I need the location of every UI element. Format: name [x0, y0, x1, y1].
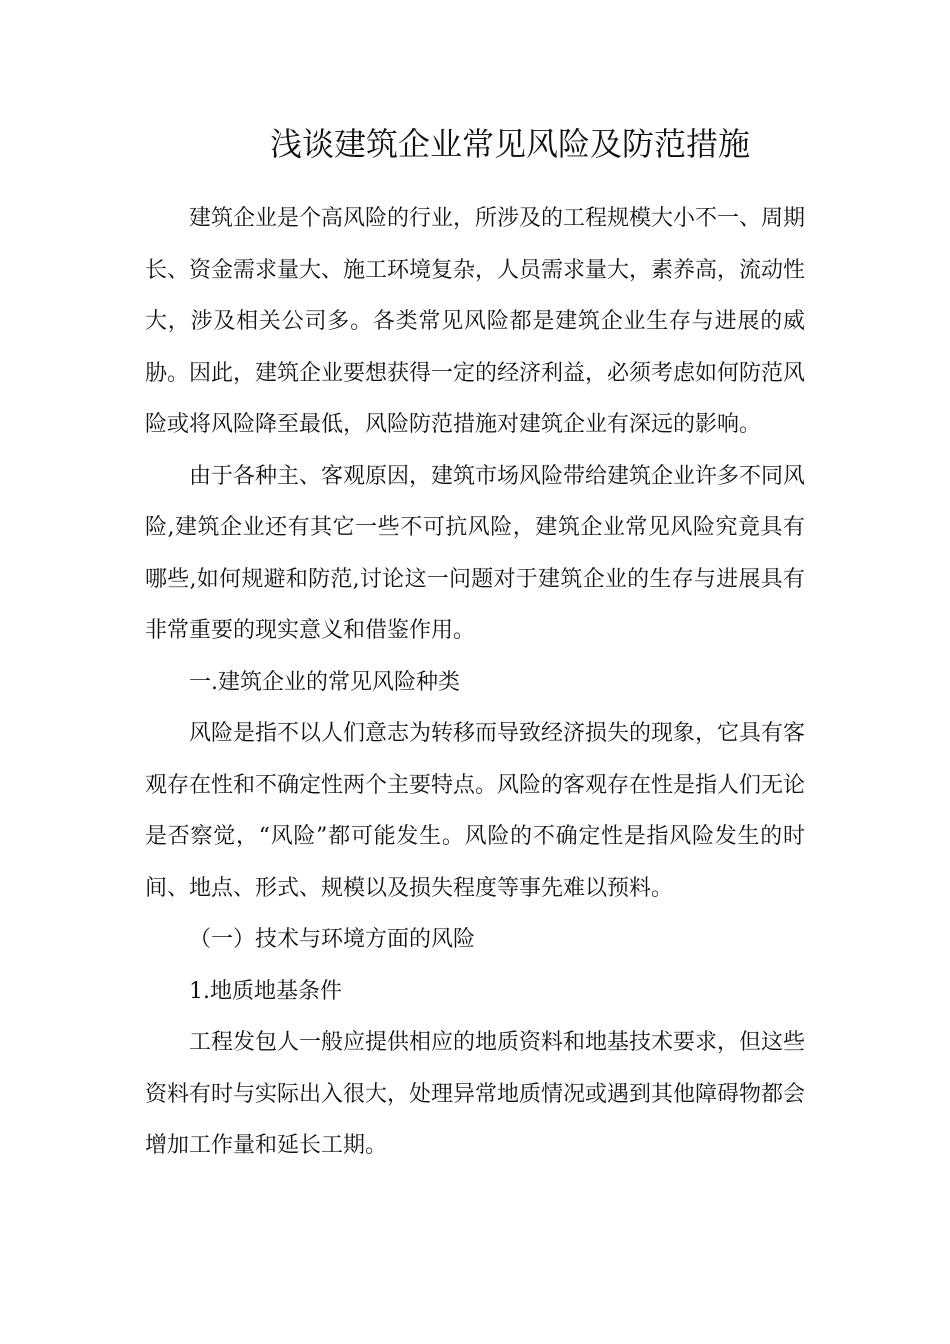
- item-heading: 1.地质地基条件: [189, 978, 342, 1004]
- paragraph: 由于各种主、客观原因，建筑市场风险带给建筑企业许多不同风险,建筑企业还有其它一些不可抗风险，建筑企业常见风险究竟具有哪些,如何规避和防范,讨论这一问题对于建筑企业的生存与进展具有非常重要的现实意义和借鉴作用。: [145, 463, 806, 643]
- paragraph: 风险是指不以人们意志为转移而导致经济损失的现象，它具有客观存在性和不确定性两个主要特点。风险的客观存在性是指人们无论是否察觉，“风险”都可能发生。风险的不确定性是指风险发生的时间、地点、形式、规模以及损失程度等事先难以预料。: [145, 721, 806, 901]
- document-body: [145, 193, 805, 1172]
- paragraph: 工程发包人一般应提供相应的地质资料和地基技术要求，但这些资料有时与实际出入很大，处理异常地质情况或遇到其他障碍物都会增加工作量和延长工期。: [145, 1030, 806, 1158]
- section-heading: 一.建筑企业的常见风险种类: [189, 669, 460, 695]
- paragraph: 建筑企业是个高风险的行业，所涉及的工程规模大小不一、周期长、资金需求量大、施工环境复杂，人员需求量大，素养高，流动性大，涉及相关公司多。各类常见风险都是建筑企业生存与进展的威胁。因此，建筑企业要想获得一定的经济利益，必须考虑如何防范风险或将风险降至最低，风险防范措施对建筑企业有深远的影响。: [145, 206, 806, 437]
- document-title: 浅谈建筑企业常见风险及防范措施: [269, 125, 750, 163]
- subsection-heading: （一）技术与环境方面的风险: [189, 927, 476, 952]
